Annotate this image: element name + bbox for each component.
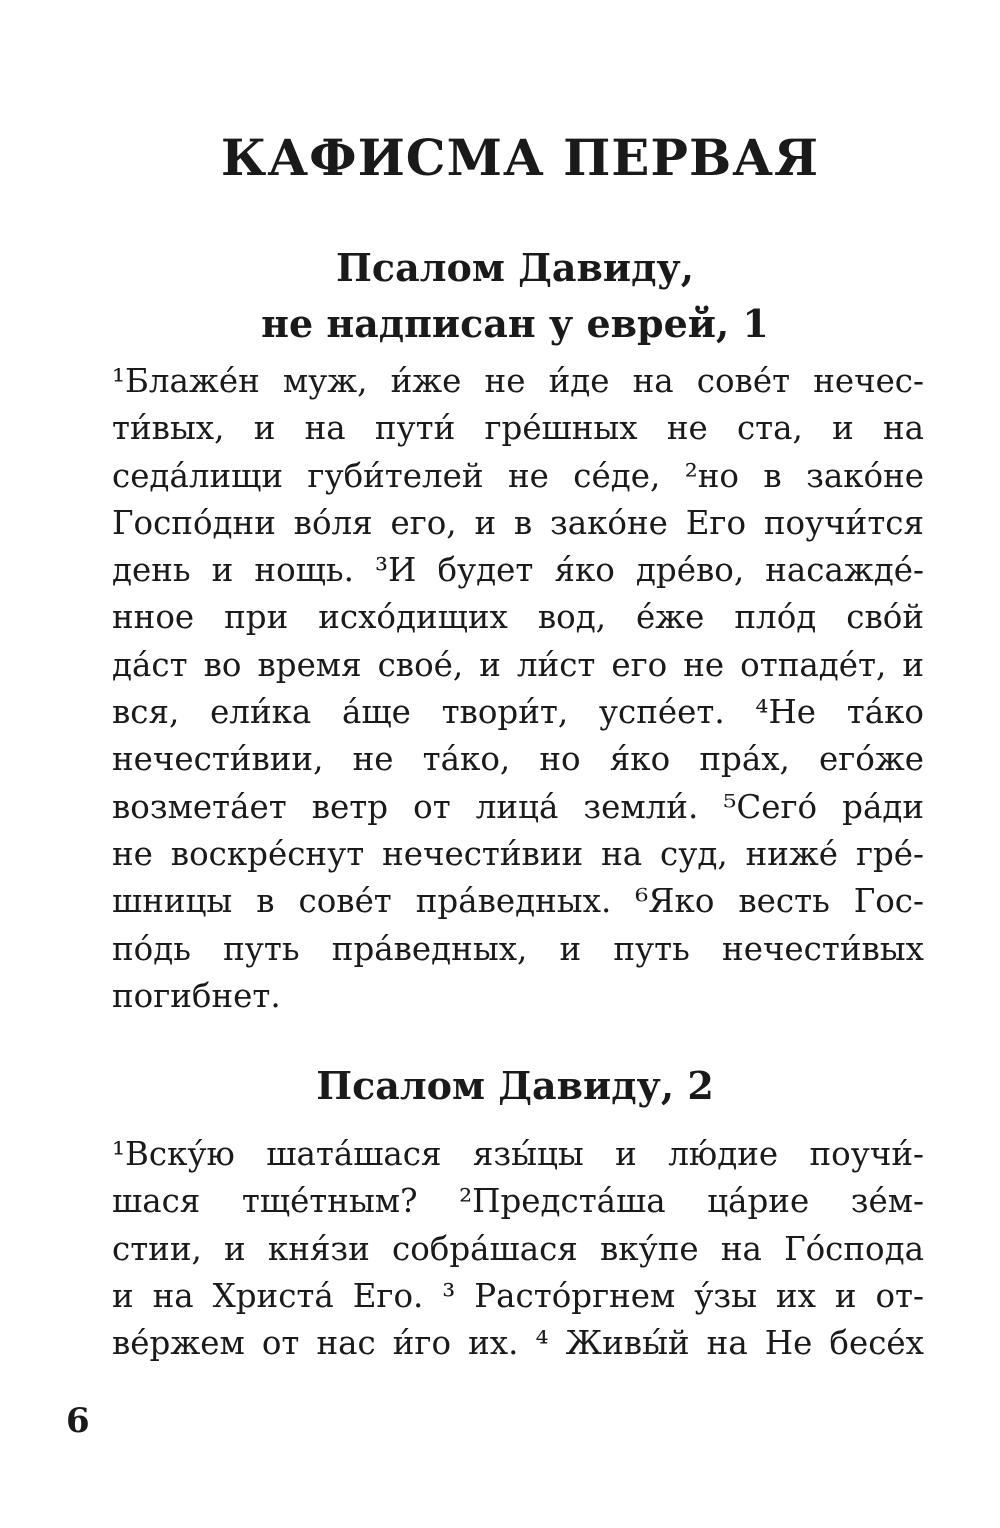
psalm-1-line: ¹Блаже́н муж, и́же не и́де на сове́т нечес- — [112, 362, 924, 400]
psalm-2-text — [112, 1131, 924, 1367]
psalm-2-line: стии, и кня́зи собра́шася вку́пе на Го́спода — [112, 1229, 924, 1268]
psalm-1-line: седа́лищи губи́телей не се́де, ²но в зако́не — [112, 456, 924, 495]
psalm-2-line: шася тще́тным? ²Предста́ша ца́рие зе́м- — [112, 1182, 924, 1221]
psalm-1-heading-line-2: не надписан у еврей, 1 — [261, 301, 769, 346]
psalm-2-line: ¹Вску́ю шата́шася язы́цы и лю́дие поучи́- — [112, 1135, 924, 1173]
psalm-1-line: Госпо́дни во́ля его, и в зако́не Его поучи́тся — [112, 503, 924, 542]
page-number: 6 — [66, 1401, 90, 1441]
psalm-1-line: шницы в сове́т пра́ведных. ⁶Яко весть Гос- — [112, 882, 924, 921]
psalm-1-heading-line-1: Псалом Давиду, — [336, 245, 694, 290]
psalm-1-line: не воскре́снут нечести́вии на суд, ниже́ гре́- — [112, 834, 924, 873]
kathisma-title: КАФИСМА ПЕРВАЯ — [220, 128, 820, 187]
psalm-1-text — [112, 358, 924, 1020]
psalm-2-heading: Псалом Давиду, 2 — [316, 1063, 714, 1108]
psalm-1-line: нечести́вии, не та́ко, но я́ко пра́х, его́же — [112, 740, 924, 779]
psalm-1-line: по́дь путь пра́ведных, и путь нечести́вых — [112, 929, 924, 968]
psalm-1-line: погибнет. — [112, 976, 281, 1015]
psalm-1-line: да́ст во время свое́, и ли́ст его не отпаде́т, и — [112, 645, 924, 684]
psalm-1-line: день и нощь. ³И будет я́ко дре́во, насажде́- — [112, 551, 924, 590]
psalm-1-line: вся, ели́ка а́ще твори́т, успе́ет. ⁴Не та́ко — [112, 693, 924, 732]
psalm-1-line: возмета́ет ветр от лица́ земли́. ⁵Сего́ ра́ди — [112, 787, 924, 826]
psalm-2-line: и на Христа́ Его. ³ Расто́ргнем у́зы их и от- — [112, 1276, 924, 1315]
psalm-2-line: ве́ржем от нас и́го их. ⁴ Живы́й на Не бесе́х — [112, 1324, 924, 1363]
psalm-1-heading — [0, 240, 1000, 352]
psalm-1-line: нное при исхо́дищих вод, е́же пло́д сво́й — [112, 598, 924, 637]
psalm-1-line: ти́вых, и на пути́ гре́шных не ста, и на — [112, 409, 924, 448]
